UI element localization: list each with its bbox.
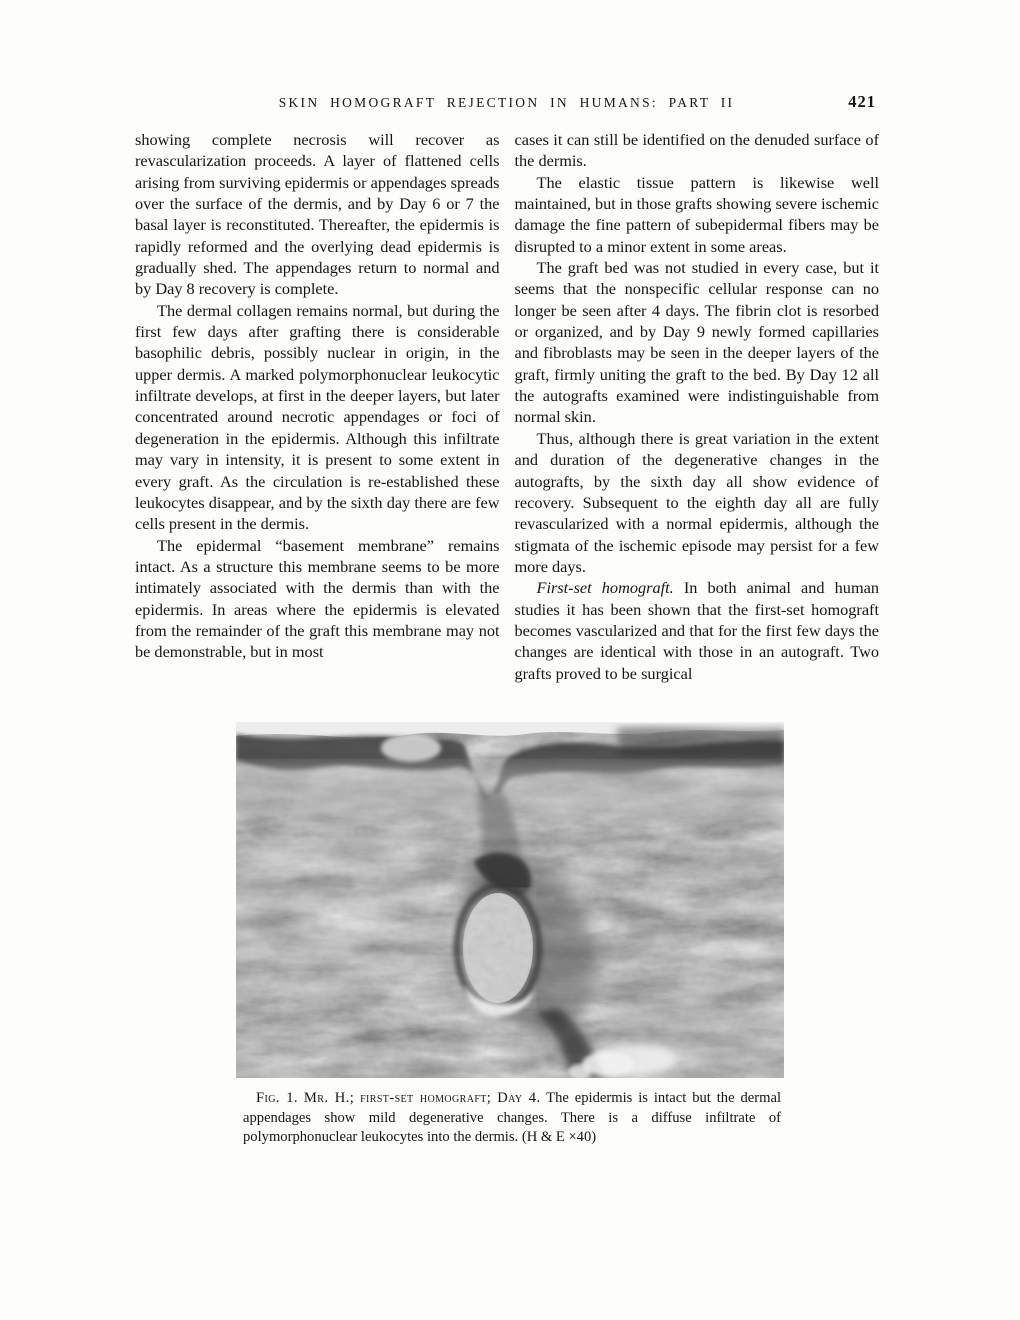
figure-day: Day 4. bbox=[497, 1090, 541, 1106]
running-head-title: SKIN HOMOGRAFT REJECTION IN HUMANS: PART II bbox=[278, 95, 735, 110]
figure-subject: Mr. H.; bbox=[303, 1090, 355, 1106]
body-paragraph: The elastic tissue pattern is likewise well maintained, but in those grafts showing severe ischemic damage the fine pattern of subepidermal fibers may be disrupted to a minor extent in some areas. bbox=[514, 172, 879, 256]
body-paragraph: The dermal collagen remains normal, but during the first few days after grafting there is considerable basophilic debris, possibly nuclear in origin, in the upper dermis. A marked polymorphonuclear leukocytic infiltrate develops, at first in the deeper layers, but later concentrated around necrotic appendages or foci of degeneration in the epidermis. Although this infiltrate may vary in intensity, it is present to some extent in every graft. As the circulation is re-established these leukocytes disappear, and by the sixth day there are few cells present in the dermis. bbox=[135, 300, 500, 534]
figure-1-micrograph bbox=[236, 722, 784, 1078]
running-head bbox=[135, 92, 878, 117]
paragraph-lead-in: First-set homograft. bbox=[536, 578, 674, 598]
body-paragraph: The epidermal “basement membrane” remains intact. As a structure this membrane seems to be more intimately associated with the dermis than with the epidermis. In areas where the epidermis is elevated from the remainder of the graft this membrane may not be demonstrable, but in most bbox=[135, 535, 500, 662]
histology-image bbox=[236, 722, 784, 1078]
figure-graft-type: first-set homograft; bbox=[360, 1090, 492, 1106]
body-paragraph bbox=[515, 577, 880, 684]
body-paragraph: cases it can still be identified on the denuded surface of the dermis. bbox=[514, 130, 879, 171]
figure-caption bbox=[243, 1089, 781, 1148]
left-column bbox=[135, 129, 500, 684]
body-paragraph: The graft bed was not studied in every case, but it seems that the nonspecific cellular response can no longer be seen after 4 days. The fibrin clot is resorbed or organized, and by Day 9 newly formed capillaries and fibroblasts may be seen in the deeper layers of the graft, firmly uniting the graft to the bed. By Day 12 all the autografts examined were indistinguishable from normal skin. bbox=[514, 258, 879, 427]
body-paragraph: Thus, although there is great variation in the extent and duration of the degenerative changes in the autografts, by the sixth day all show evidence of recovery. Subsequent to the eighth day all are fully revascularized with a normal epidermis, although the stigmata of the ischemic episode may persist for a few more days. bbox=[514, 428, 879, 576]
figure-caption-text: The epidermis is intact but the dermal appendages show mild degenerative changes. There is a diffuse infiltrate of polymorphonuclear leukocytes into the dermis. (H & E ×40) bbox=[243, 1090, 782, 1146]
body-paragraph: showing complete necrosis will recover as revascularization proceeds. A layer of flattened cells arising from surviving epidermis or appendages spreads over the surface of the dermis, and by Day 6 or 7 the basal layer is reconstituted. Thereafter, the epidermis is rapidly reformed and the overlying dead epidermis is gradually shed. The appendages return to normal and by Day 8 recovery is complete. bbox=[135, 130, 500, 299]
paragraph-body: In both animal and human studies it has been shown that the first-set homograft becomes vascularized and that for the first few days the changes are identical with those in an autograft. Two grafts proved to be surgical bbox=[514, 578, 879, 683]
right-column bbox=[515, 129, 880, 684]
page-number: 421 bbox=[848, 92, 876, 111]
figure-label: Fig. 1. bbox=[256, 1090, 298, 1106]
body-text bbox=[135, 129, 879, 684]
